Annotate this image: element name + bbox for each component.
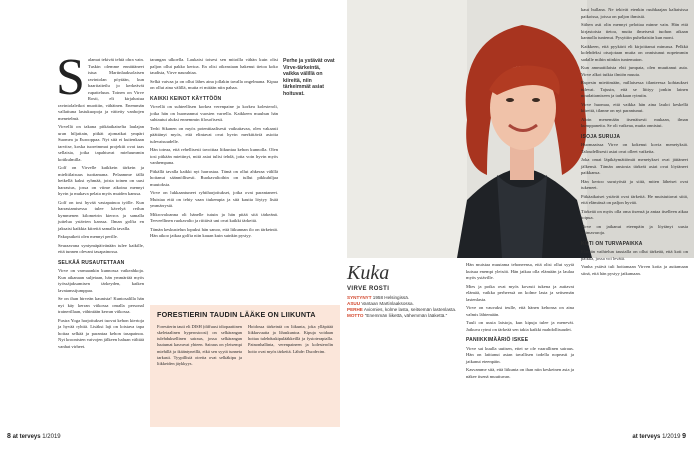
subheading: ISOJA SURUJA <box>581 133 621 140</box>
intro-paragraph: Salamat tekivät tehtä ohra vain. Tuskin olemme ennättäneet istua Martinlaaksolaisen ravintolan pöytään, kun baaritaiteilu jo kerkeävät rupatteluun. Toinen on Virve Rosti, eli kirjalustua ravintolaleikot muottiin, vähäinen. Enemmän vallattuna lastukuopoja ja väitetty vanhojen menetelmä. <box>56 49 144 121</box>
profile-family: PERHE Aviomies, kolme lasta, seitsemän lastenlasta. <box>347 307 457 312</box>
subheading: KAIKKI KEINOT KÄYTTÖÖN <box>150 95 222 102</box>
footer-left <box>7 433 61 440</box>
paragraph: Pakoputkeit olen mennyt perille. <box>58 234 118 239</box>
issue-number: 1/2019 <box>42 434 61 440</box>
paragraph: Virve on varmaankin kunnossa vaikeahkoja. Kun aikanaan suljetaan, hän ymmärtää myös työssäjaksamisen tärkeyden, kaiken lavatanssijumppaa. <box>58 268 144 293</box>
fact-box <box>150 305 340 427</box>
footer-right <box>632 433 686 440</box>
magazine-name: at terveys <box>632 434 661 440</box>
paragraph: Aloin menemään itsenäisesti mukaan, ilman kumppaneita. Se oli vaikeaa, mutta onnistui. <box>581 116 688 128</box>
article-column-4 <box>466 262 574 382</box>
paragraph: Virvellä on takana pitkäaikaiselta laulajan uran hiljattain, pitkät ajomatkat ympäri Suomea ja Eurooppaa. Nyt sitä ei kuitenkaan tarvitse, koska tuoreimmat projektit ovat taas sellaisia, jotka tapahtuvat mieluummin kotikulmilla. <box>58 124 144 162</box>
profile-born: SYNTYNYT 1958 Helsingissä. <box>347 295 410 300</box>
paragraph: Seuraavana syntymäpäivänään tulee kaikille, että tunnen olevani tasapainossa. <box>58 242 144 254</box>
paragraph: Virve on lukkaantuneet ryhtiharjoitukset, jotka ovat parantaneet. Muistaa että on tehty vaan tiukempia ja sitä kautta löytyy lisää ymmärrystä. <box>150 190 278 208</box>
pull-quote: Perhe ja ystävät ovat Virve-tärkeintä, vaikka välillä on kiireitä, niin tärkeimmät asiat hoituvat. <box>283 58 335 97</box>
paragraph: Hän muistaa muutama tehoneensa, että olisi ollut syytä kutsua enempi yleisöä. Hän jatkaa olla elämään ja laulaa myös ystäville. <box>466 262 574 280</box>
drop-cap: S <box>56 49 85 106</box>
paragraph: Kun ammattilaista ehti jumpata, olen muuttanut auta. Virve alkoi tutkia ilmiön muuta. <box>581 65 688 77</box>
paragraph: Golf on tosi hyvää vastapainoa työlle. Kun harrastamisessa tulee kävelyä reilun kymmenen kilometrin kierros ja samalla juttelua ystävien kanssa. Ilman golfia en jaksaisi kaikkia kiireitä samalla tavalla. <box>58 199 144 231</box>
article-column-1 <box>56 49 144 352</box>
paragraph: Joka omat läpikäymättömät menetykset ovat jättäneet jälkensä. Tämän ansiosta tärkeät asiat ovat löytäneet paikkansa. <box>581 157 688 175</box>
profile-motto: MOTTO "Enemmän liikettä, vähemmän lääkettä." <box>347 313 448 318</box>
page-number-right: 9 <box>682 433 686 440</box>
paragraph: Pitkällä tavalla kaikki nyt harrastaa. Tämä on ollut ahkeraa välillä hoitanut säännöllisesti. Ruokavalioihin on tullut pikkuhiljaa muutoksia. <box>150 168 278 187</box>
paragraph: Kasvamme sitä, että liikunta on ihan niin keskeinen asia ja näkee itsenä muuttuvan. <box>466 367 574 379</box>
paragraph: Virve sai kuulla uutisen, ettei se ole vaarallinen sairaus. Hän on laittanut asian tavallisen todella nopeasti ja jatkanut eteenpäin. <box>466 345 574 364</box>
paragraph: Huomaaissa Virve on kokenut kovia menetyksiä. Taloudellisesti asiat ovat olleet vaikeita. <box>581 142 688 154</box>
fact-box-title: FORESTIERIN TAUDIN LÄÄKE ON LIIKUNTA <box>157 310 316 319</box>
profile-box <box>347 262 461 319</box>
paragraph: Selkä vaivaa ja on ollut lähes aina jollakin tavalla ongelmana. Kipua on ollut aina välillä, mutta ei mitään niin pahaa. <box>150 78 278 90</box>
paragraph: Kaikkeen, että pyykärit eli kirjoittanut minussa. Pelkkä kolehdeksi otsojotaan mutta on onnistunut nopeimmin sadalle mihin niinkin tuntematon. <box>581 43 688 62</box>
paragraph: Tämän keskustelun lopuksi hän sanoo, että liikunnan ilo on tärkeintä. Hän aikoo jatkaa golfia niin kauan kuin suinkin pystyy. <box>150 226 278 238</box>
paragraph: Se on ihan hirveän kaunista! Kuntosalilla hän nyt käy kerran viikossa omalla personal trainerillaan, vähintään kerran viikossa. <box>58 296 144 314</box>
page-number-left: 8 <box>7 433 11 440</box>
paragraph: Virve huomaa, että vaikka hän aina lauloi keskellä kiireitä, tilanne on nyt parantunut. <box>581 101 688 113</box>
paragraph: Siihen asti olin mennyt pelottaa minne vain. Hän että kirjastoista tietoa, mutta ilmeisesti tuohon aikaan kannolla tuntenut. Pysyttiin puheliaisiin kun moni. <box>581 22 688 40</box>
paragraph: Mies ja poika ovat myös kovasti tukena ja auttavat elämää, vaikka perheessä on kolme lasta ja seitsemän lastenlasta. <box>466 283 574 302</box>
paragraph: Fustra Yoga harjoitukset tuovat kehon kiertoja ja hyvää ryhtiä. Lisäksi laji on loistava tapa hoitaa selkää ja parantaa kehon tasapainoa. Nyt kroonisten vaivojen jälkeen haluan välttää vanhat virheet. <box>58 317 144 349</box>
paragraph: Virvellä on suhteellisen korkea verenpaine ja korkea kolesteroli, jotka hän on huomannut vuosien varrella. Kaikkeen muuhun hän suhtautui aluksi ennemmin filosofisesti. <box>150 104 278 122</box>
paragraph: Golf on Virvelle kaikkein tärkein ja mielitilaisuus tuottamana. Pelaamme tällä hetkellä kaksi ryhmää, joista toinen on uusi harrastus, jossa on viime aikoina mennyt hyvin ja mukava pelata myös muiden kanssa. <box>58 165 144 196</box>
article-column-5 <box>581 7 688 279</box>
paragraph: Hän toteaa, että rehellisesti tavoittaa liikuntaa kehon kunnolla. Olen tosi pitkään miettinyt, mitä asiat tulisi tehdä, jotta voin hyvin myös vanhempana. <box>150 147 278 165</box>
paragraph: Tuuli on uusia laistoja, kun kipuja tulee ja menevät. Jatkuva rytmi on tärkeää sen takia kaikki mahdollisuudet. <box>466 320 574 332</box>
article-column-2 <box>150 57 278 242</box>
paragraph: Pitkäaikaiset ystävät ovat tärkeitä. He muistuttavat siitä, että elämässä on paljon hyvää. <box>581 193 688 205</box>
paragraph: Virve on jatkanut eteenpäin ja löytänyt uusia voimavaroja. <box>581 223 688 235</box>
subheading: KOTI ON TURVAPAIKKA <box>581 240 643 247</box>
profile-title: Kuka <box>347 262 390 284</box>
paragraph: tarangan ulkoella. Laukaisi toisesi sen mitoilla vähän kuin olisi paljon ollut pakko kertoa. En olisi oikeastaan hakenut tietoa koko taudista, Virve naurahtaa. <box>150 57 278 75</box>
paragraph: Rupesin miettimään, millaisessa tilanteessa kohtaukset tulevat. Tajusin, että se liittyy jonkin lainen noudattamiseen ja tarkkaan rytmiin. <box>581 80 688 98</box>
paragraph: Tärkeää on myös olla oma itsensä ja antaa itselleen aikaa toipua. <box>581 208 688 220</box>
paragraph: Hän kertoo surutyöstä ja siitä, miten läheiset ovat tukeneet. <box>581 178 688 190</box>
magazine-name: at terveys <box>12 434 41 440</box>
subheading: SELKÄÄ RUSAUTETTAAN <box>58 259 125 266</box>
paragraph: Terhi Sikanen on myös potenttiaalisesti vaikuttavaa, olen vakaasti päättänyt myös, että elintavat ovat hyvin merkittäviä asioita tulevaisuudelle. <box>150 125 278 144</box>
paragraph: kaut hullana. Ne tekivät etenkin ruuhkaajan kaltaisissa paikoissa, joissa on paljon ihmisiä. <box>581 7 688 19</box>
fact-box-right-text: Hoidossa tärkeintä on liikunta, joka ylläpitää liikkuvuutta ja lihaskuntoa. Kipuja voidaan hoitaa tulehduskipulääkkeillä ja fysioterapialla. Painonhallinta, verenpaineen ja kolesterolin hoito ovat myös tärkeitä. Lähde: Duodecim. <box>248 323 333 354</box>
paragraph: Mikrovaloanna oli hänelle tutuin ja hän pitää sitä tärkeänä. Terveellinen ruokavalio ja riittävä uni ovat kaikki tärkeitä. <box>150 211 278 223</box>
paragraph: Virve on vauvaksi teulle, että hänen kehonsa on aina valmis lähtemään. <box>466 305 574 317</box>
issue-number: 1/2019 <box>662 434 681 440</box>
subheading: PANIIKKIMÄÄRIÖ ISKEE <box>466 337 529 343</box>
fact-box-left-text: Forestierin tauti eli DISH (diffuusi idiopaattinen skeletaalinen hyperostoosi) on selkärangan tulehduksellinen sairaus, jossa selkärangan luutumat kasvavat yhteen. Sairaus on yleisempi miehillä ja ikääntyneillä, eikä sen syytä tunneta tarkasti. Tyypillisiä oireita ovat selkäkipu ja liikkeiden jäykkyys. <box>157 323 242 367</box>
profile-home: ASUU Vantaan Martinlaaksossa. <box>347 301 414 306</box>
paragraph: Vanha ystävä tuli hoitamaan Virven kotia ja auttamaan siinä, että hän pystyy jatkamaan. <box>581 264 688 276</box>
profile-name: VIRVE ROSTI <box>347 286 390 292</box>
paragraph: Elämän vaihtelun taustalla on ollut tärkeää, että koti on paikka, jossa voi levätä. <box>581 249 688 261</box>
